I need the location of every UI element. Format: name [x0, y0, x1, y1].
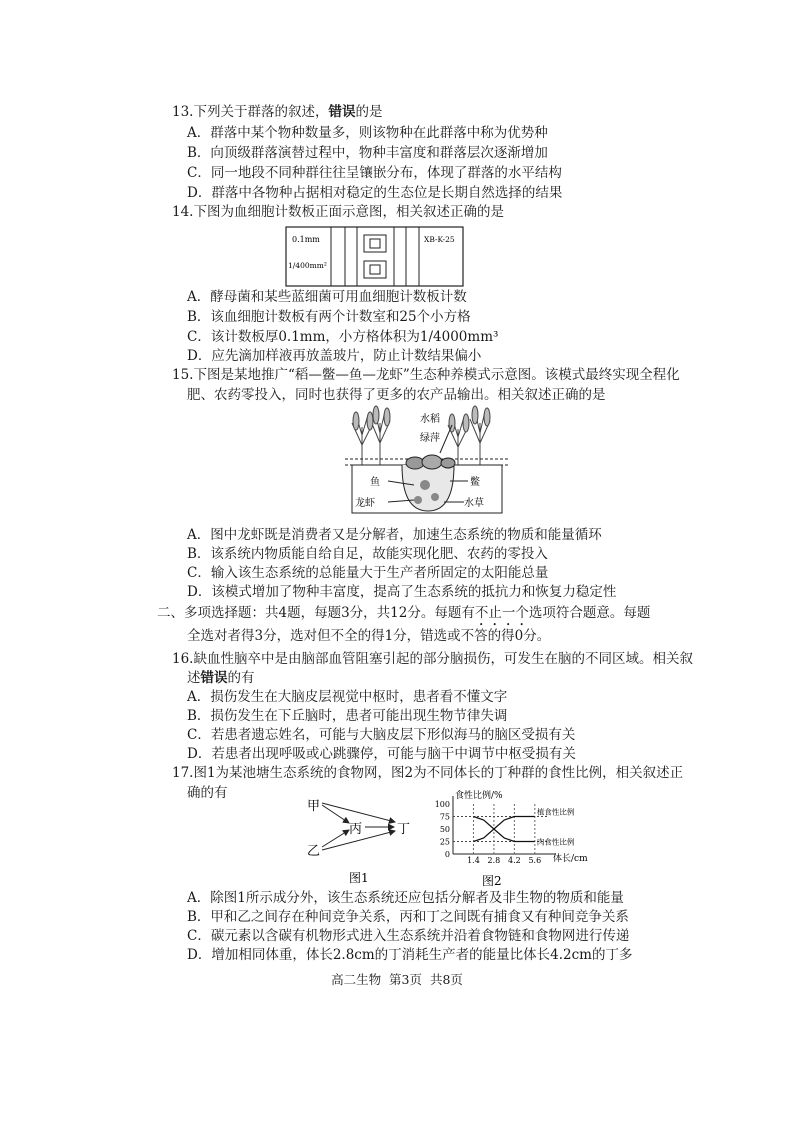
q15-option-d: D．该模式增加了物种丰富度，提高了生态系统的抵抗力和恢复力稳定性	[187, 584, 617, 600]
chart-legend-label: 植食性比例	[536, 807, 575, 817]
label-rice: 水稻	[420, 414, 440, 425]
q17-stem-line1: 17.图1为某池塘生态系统的食物网，图2为不同体长的丁种群的食性比例，相关叙述正	[172, 765, 684, 781]
rice-fish-system-figure	[340, 405, 515, 520]
q17-option-d: D．增加相同体重，体长2.8cm的丁消耗生产者的能量比体长4.2cm的丁多	[187, 947, 633, 963]
q15-stem-line1: 15.下图是某地推广“稻—鳖—鱼—龙虾”生态种养模式示意图。该模式最终实现全程化	[172, 367, 680, 383]
chart-xlabel: 体长/cm	[553, 854, 588, 864]
q16-option-c: C．若患者遗忘姓名，可能与大脑皮层下形似海马的脑区受损有关	[187, 727, 576, 743]
q13-option-c: C．同一地段不同种群往往呈镶嵌分布，体现了群落的水平结构	[187, 165, 562, 181]
label-fish: 鱼	[370, 477, 380, 488]
q15-option-a: A．图中龙虾既是消费者又是分解者，加速生态系统的物质和能量循环	[187, 527, 602, 543]
q14-option-b: B．该血细胞计数板有两个计数室和25个小方格	[187, 309, 471, 325]
fig1-caption: 图1	[349, 871, 369, 885]
q13-option-b: B．向顶级群落演替过程中，物种丰富度和群落层次逐渐增加	[187, 145, 548, 161]
q16-stem-line2: 述错误的有	[187, 670, 255, 686]
q13-option-d: D．群落中各物种占据相对稳定的生态位是长期自然选择的结果	[187, 185, 563, 201]
footer-page: 第3页	[389, 972, 422, 987]
fig2-caption: 图2	[482, 874, 502, 888]
q16-stem-line1: 16.缺血性脑卒中是由脑部血管阻塞引起的部分脑损伤，可发生在脑的不同区域。相关叙	[172, 651, 693, 667]
label-duckweed: 绿萍	[420, 433, 440, 444]
node-yi: 乙	[307, 844, 321, 859]
q14-option-d: D．应先滴加样液再放盖玻片，防止计数结果偏小	[187, 348, 482, 364]
fig-thickness-label: 0.1mm	[292, 235, 320, 244]
chart-ylabel: 食性比例/%	[455, 791, 503, 801]
chart-x-tick-label: 5.6	[528, 856, 542, 865]
footer-total: 共8页	[429, 972, 463, 987]
chart-y-tick-label: 50	[439, 825, 450, 834]
chart-x-tick-label: 4.2	[508, 856, 521, 865]
diet-ratio-chart	[425, 786, 590, 888]
label-crayfish: 龙虾	[355, 498, 375, 509]
q16-option-b: B．损伤发生在下丘脑时，患者可能出现生物节律失调	[187, 708, 508, 724]
chart-y-tick-label: 100	[434, 800, 450, 809]
q15-stem-line2: 肥、农药零投入，同时也获得了更多的农产品输出。相关叙述正确的是	[187, 387, 606, 403]
label-water-grass: 水草	[464, 498, 484, 509]
node-ding: 丁	[397, 822, 411, 837]
q14-option-a: A．酵母菌和某些蓝细菌可用血细胞计数板计数	[187, 289, 467, 305]
food-web-figure	[305, 795, 420, 887]
q17-option-b: B．甲和乙之间存在种间竞争关系，丙和丁之间既有捕食又有种间竞争关系	[187, 909, 629, 925]
page-footer	[0, 970, 794, 988]
chart-x-tick-label: 2.8	[487, 856, 501, 865]
footer-subject: 高二生物	[331, 972, 382, 987]
q13-option-a: A．群落中某个物种数量多，则该物种在此群落中称为优势种	[187, 125, 548, 141]
section2-heading: 二、多项选择题：共4题，每题3分，共12分。每题有不止一个选项符合题意。每题	[157, 605, 651, 621]
chart-x-tick-label: 1.4	[467, 856, 480, 865]
chart-y-tick-label: 0	[444, 850, 450, 859]
q15-option-c: C．输入该生态系统的总能量大于生产者所固定的太阳能总量	[187, 565, 549, 581]
q15-option-b: B．该系统内物质能自给自足，故能实现化肥、农药的零投入	[187, 546, 548, 562]
q16-option-a: A．损伤发生在大脑皮层视觉中枢时，患者看不懂文字	[187, 689, 508, 705]
q16-option-d: D．若患者出现呼吸或心跳骤停，可能与脑干中调节中枢受损有关	[187, 746, 576, 762]
label-turtle: 鳖	[470, 477, 480, 488]
chart-legend-label: 肉食性比例	[536, 837, 575, 847]
q17-option-c: C．碳元素以含碳有机物形式进入生态系统并沿着食物链和食物网进行传递	[187, 928, 630, 944]
chart-y-tick-label: 25	[439, 837, 450, 847]
node-jia: 甲	[307, 799, 321, 814]
section2-scoring: 全选对者得3分，选对但不全的得1分，错选或不答的得0分。	[187, 628, 551, 644]
fig-model-label: XB-K-25	[424, 235, 455, 244]
hemocytometer-figure	[285, 226, 465, 288]
q17-option-a: A．除图1所示成分外，该生态系统还应包括分解者及非生物的物质和能量	[187, 890, 624, 906]
q17-stem-line2: 确的有	[187, 785, 228, 801]
fig-area-label: 1/400mm²	[288, 261, 327, 270]
node-bing: 丙	[349, 822, 363, 837]
q13-stem: 13.下列关于群落的叙述，错误的是	[172, 104, 383, 120]
q14-option-c: C．该计数板厚0.1mm，小方格体积为1/4000mm³	[187, 329, 499, 345]
q14-stem: 14.下图为血细胞计数板正面示意图，相关叙述正确的是	[172, 204, 504, 220]
chart-y-tick-label: 75	[439, 812, 450, 822]
